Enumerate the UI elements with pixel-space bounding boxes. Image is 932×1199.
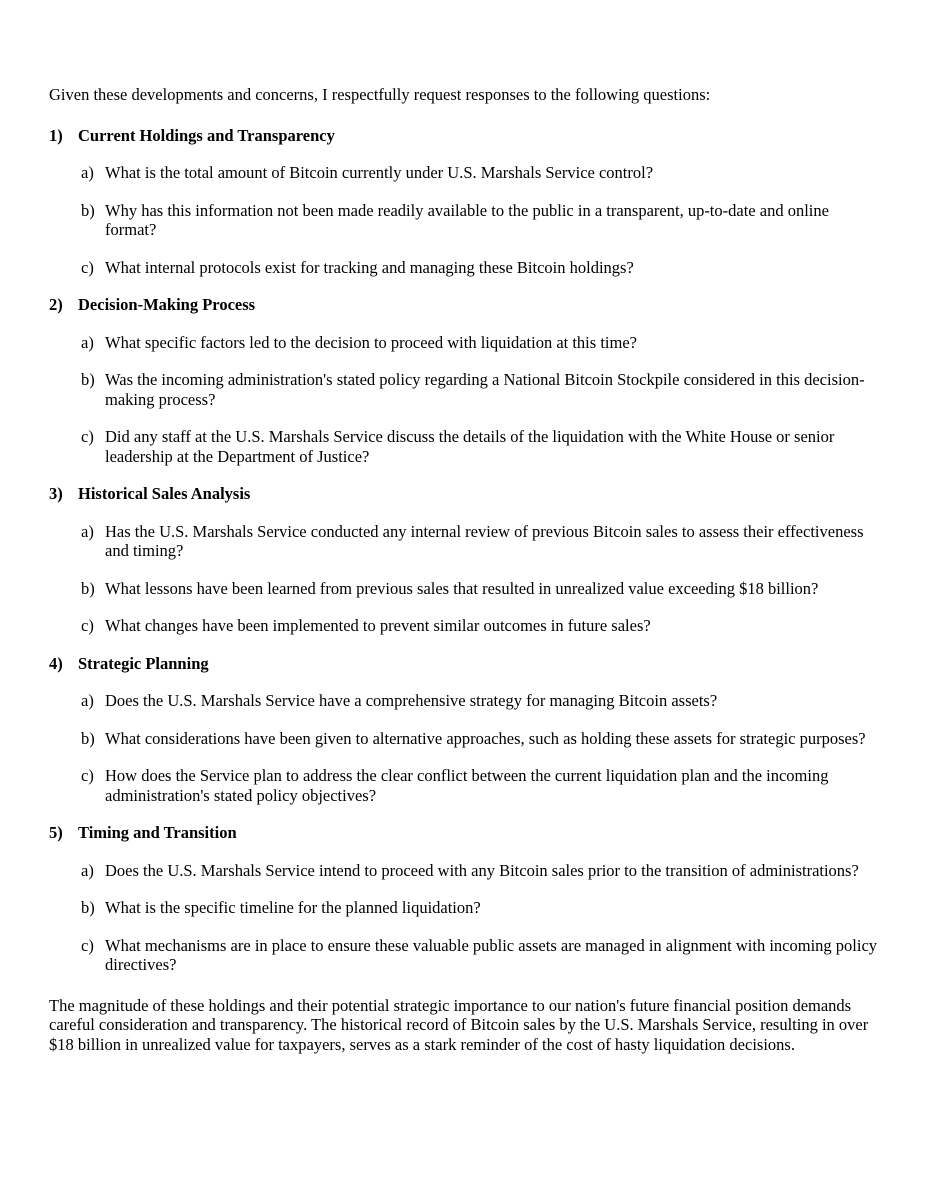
section-items xyxy=(49,861,879,975)
question-item xyxy=(49,691,879,711)
section-heading xyxy=(49,295,879,315)
section-title: Current Holdings and Transparency xyxy=(78,125,335,145)
question-item xyxy=(49,163,879,183)
item-letter: b) xyxy=(81,200,95,220)
item-text: What changes have been implemented to prevent similar outcomes in future sales? xyxy=(105,616,651,635)
item-letter: c) xyxy=(81,257,94,277)
item-text: How does the Service plan to address the clear conflict between the current liquidation plan and the incoming administration's stated policy objectives? xyxy=(105,766,829,805)
item-letter: a) xyxy=(81,691,94,710)
item-letter: a) xyxy=(81,332,94,352)
item-text: What mechanisms are in place to ensure these valuable public assets are managed in alignment with incoming policy directives? xyxy=(105,935,878,974)
closing-paragraph: The magnitude of these holdings and their potential strategic importance to our nation's future financial position demands careful consideration and transparency. The historical record of Bitcoin sales by the U.S. Marshals Service, resulting in over $18 billion in unrealized value for taxpayers, serves as a stark reminder of the cost of hasty liquidation decisions. xyxy=(49,995,869,1054)
question-sections xyxy=(49,126,879,975)
item-letter: c) xyxy=(81,616,94,635)
question-item xyxy=(49,370,879,409)
section-heading xyxy=(49,484,879,504)
item-text: What lessons have been learned from previous sales that resulted in unrealized value exceeding $18 billion? xyxy=(105,578,819,598)
section-number: 4) xyxy=(49,653,63,673)
item-letter: c) xyxy=(81,935,94,955)
item-letter: c) xyxy=(81,766,94,785)
section-title: Timing and Transition xyxy=(78,823,237,842)
item-letter: a) xyxy=(81,163,94,182)
question-item xyxy=(49,522,879,561)
question-item xyxy=(49,427,879,466)
item-text: Did any staff at the U.S. Marshals Service discuss the details of the liquidation with the White House or senior leadership at the Department of Justice? xyxy=(105,427,835,466)
section-items xyxy=(49,163,879,277)
item-letter: b) xyxy=(81,578,95,598)
section-number: 3) xyxy=(49,484,63,503)
question-item xyxy=(49,898,879,918)
item-text: Does the U.S. Marshals Service intend to proceed with any Bitcoin sales prior to the transition of administrations? xyxy=(105,860,859,880)
section-title: Historical Sales Analysis xyxy=(78,484,251,503)
section-items xyxy=(49,691,879,805)
section-title: Decision-Making Process xyxy=(78,295,256,314)
question-item xyxy=(49,579,879,599)
question-section xyxy=(49,823,879,975)
section-title: Strategic Planning xyxy=(78,653,209,673)
item-letter: a) xyxy=(81,860,94,880)
question-item xyxy=(49,258,879,278)
question-item xyxy=(49,201,879,240)
section-items xyxy=(49,522,879,636)
item-text: Was the incoming administration's stated policy regarding a National Bitcoin Stockpile considered in this decision-making process? xyxy=(105,370,865,409)
section-items xyxy=(49,333,879,467)
item-text: What is the total amount of Bitcoin currently under U.S. Marshals Service control? xyxy=(105,163,654,182)
item-text: What considerations have been given to alternative approaches, such as holding these assets for strategic purposes? xyxy=(105,728,866,748)
question-section xyxy=(49,654,879,806)
section-heading xyxy=(49,654,879,674)
item-text: Why has this information not been made readily available to the public in a transparent, up-to-date and online format? xyxy=(105,200,829,239)
item-letter: b) xyxy=(81,898,95,917)
item-text: Does the U.S. Marshals Service have a comprehensive strategy for managing Bitcoin assets? xyxy=(105,691,718,710)
intro-paragraph: Given these developments and concerns, I respectfully request responses to the following questions: xyxy=(49,85,711,104)
question-section xyxy=(49,126,879,278)
item-letter: b) xyxy=(81,370,95,389)
question-item xyxy=(49,766,879,805)
section-number: 1) xyxy=(49,125,63,145)
section-number: 5) xyxy=(49,823,63,842)
item-letter: c) xyxy=(81,427,94,446)
item-letter: a) xyxy=(81,521,94,541)
section-heading xyxy=(49,823,879,843)
question-section xyxy=(49,484,879,636)
item-letter: b) xyxy=(81,728,95,748)
question-item xyxy=(49,333,879,353)
section-number: 2) xyxy=(49,295,63,314)
item-text: What internal protocols exist for tracking and managing these Bitcoin holdings? xyxy=(105,257,634,277)
section-heading xyxy=(49,126,879,146)
question-section xyxy=(49,295,879,466)
question-item xyxy=(49,729,879,749)
item-text: What is the specific timeline for the planned liquidation? xyxy=(105,898,481,917)
item-text: Has the U.S. Marshals Service conducted any internal review of previous Bitcoin sales to assess their effectiveness and timing? xyxy=(105,521,864,560)
question-item xyxy=(49,616,879,636)
question-item xyxy=(49,861,879,881)
question-item xyxy=(49,936,879,975)
item-text: What specific factors led to the decision to proceed with liquidation at this time? xyxy=(105,332,637,352)
